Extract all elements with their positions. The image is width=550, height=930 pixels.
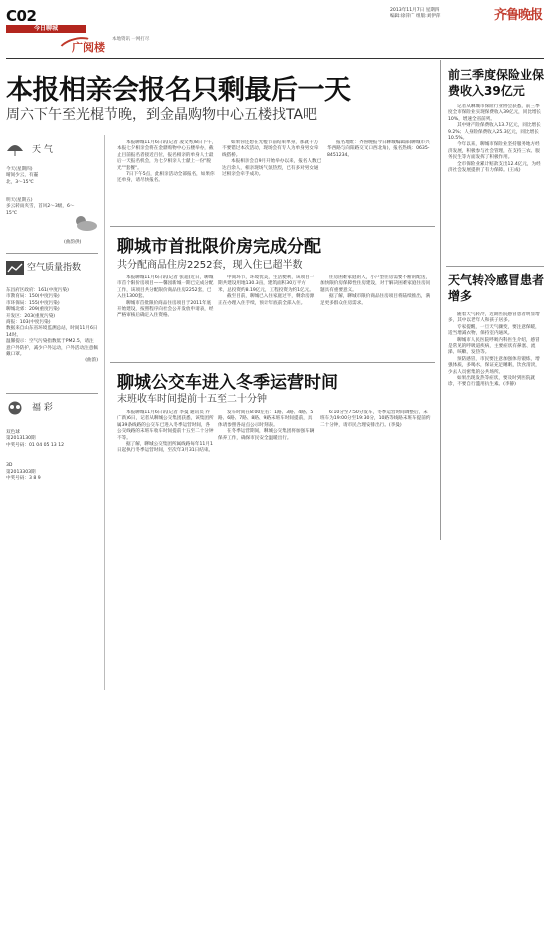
story2-subheadline: 共分配商品住房2252套，现入住已超半数	[117, 260, 303, 271]
right1-paragraph: 全市保险业累计赔款支出12.4亿元，为经济社会发展提供了有力保障。(王成)	[448, 161, 541, 174]
story3-paragraph: 本报聊城11月6日讯(记者 李曼 通讯员 乔广新)6日，记者从聊城公交集团获悉，该集团所属39条线路的公交车已进入冬季运营时间，各公交线路的末班车收车时间提前十五至二十分钟不等。	[117, 410, 214, 441]
air-quality-list	[6, 288, 98, 365]
weather-credit: (曲韵供)	[64, 240, 82, 245]
lottery-list	[6, 430, 98, 482]
story2-paragraph: 截至目前，聊城已入住家庭过半，剩余房源正在办理入住手续，预计年底前全部入住。	[218, 294, 315, 306]
lottery-heading	[6, 400, 53, 415]
editor-line: 编辑:徐萍广 组版:刘伊萍	[390, 14, 441, 19]
cloud-sun-icon	[72, 214, 98, 232]
lead-paragraph: 7日下午5点，此相亲活动全部报名，如果你还单身，请尽快报名。	[117, 172, 215, 184]
column-name: 广阅楼	[72, 41, 105, 54]
weather-tomorrow: 明天(星期五) 多云转雨夹雪，首风2～3级，6～15℃	[6, 198, 75, 216]
right-story2-body	[448, 312, 544, 522]
weather-heading	[6, 142, 53, 157]
lead-body-col3	[327, 140, 432, 220]
date-line: 2013年11月7日 星期四	[390, 8, 440, 13]
lottery-line: 中奖号码：01 04 05 13 12	[6, 442, 65, 448]
aq-line: 市教育局：150(中度污染)	[6, 294, 60, 300]
lottery-line: 双色球	[6, 430, 20, 435]
story2-paragraph: 住房困难家庭的人，小户型住房需要不断的配送，加快限价房保障性住房建设，对于解决困难家庭住房问题具有重要意义。	[320, 275, 431, 293]
weather-heading-text: 天 气	[32, 145, 53, 155]
right1-paragraph: 记者从聊城市保险行业协会获悉，前三季度全市保险业实现保费收入39亿元，同比增长10%，增速全省前列。	[448, 104, 542, 122]
story2-headline: 聊城市首批限价房完成分配	[117, 237, 321, 257]
right1-paragraph: 今年以来，聊城市保险业坚持服务地方经济发展，积极参与社会管理，在支持三农、服务民生等方面发挥了积极作用。	[448, 142, 540, 161]
lottery-line: 3D	[6, 463, 13, 469]
lottery-heading-text: 福 彩	[32, 403, 53, 413]
chart-line-icon	[6, 261, 24, 275]
column-badge	[58, 34, 178, 56]
page-number: C02	[6, 7, 37, 25]
right2-paragraph: 聊城市人民医院呼吸内科医生介绍，感冒是常见的呼吸道疾病，主要症状有鼻塞、流涕、咳嗽、发热等。	[448, 337, 540, 356]
story2-col1	[117, 275, 214, 360]
right1-paragraph: 其中财产险保费收入13.7亿元，同比增长9.2%；人身险保费收入25.3亿元，同比增长10.5%。	[448, 123, 541, 142]
divider	[6, 393, 98, 394]
lottery-line: 第2013130期	[6, 436, 36, 442]
story2-paragraph: 聊城市首批限价商品住房项目于2011年底开始建设，按照程序向社会公开发放申请表，经严格审核后确定入住资格。	[117, 300, 214, 319]
story2-col2	[218, 275, 315, 360]
story3-headline: 聊城公交车进入冬季运营时间	[117, 373, 338, 393]
header-rule	[6, 58, 544, 59]
story3-paragraph: 6:10分至7:50分发车，冬季运营时间调整后，末班车为19:00分至19:30分，10路等线路末班车提前约二十分钟，请市民合理安排出行。(李曼)	[320, 410, 431, 428]
air-quality-heading	[6, 260, 81, 275]
column-slogan: 本地资讯 一网打尽	[112, 37, 150, 42]
lead-body-col2	[222, 140, 322, 220]
aq-line: 市环保局：155(中度污染)	[6, 300, 60, 306]
story3-subheadline: 末班收车时间提前十五至二十分钟	[117, 394, 267, 405]
lottery-ball-icon	[6, 401, 24, 415]
story3-col3	[320, 410, 432, 530]
lead-paragraph: 本报聊城11月6日讯(记者 凌文秀)8日下午，本报七夕相亲会将在金鼎购物中心五楼举办，截止目前报名者接近百位，报名相亲的单身人士最后一天报名机会，为七夕相亲人士献上一份"脱光""套餐"。	[117, 140, 217, 171]
story2-paragraph: 本报聊城11月6日讯(记者 张超)近日，聊城市首个限价房项目——馨园新城一期已完成分配工作，该项目共分配限价商品住房2252套，已入住1300套。	[117, 275, 214, 300]
masthead-logo: 齐鲁晚报	[494, 8, 543, 23]
story3-col1	[117, 410, 214, 530]
story2-col3	[320, 275, 432, 360]
aq-line: 开发区：203(重度污染)	[6, 313, 56, 319]
right-story1-headline: 前三季度保险业保费收入39亿元	[448, 68, 545, 98]
right2-paragraph: 专家提醒，一旦天气骤变，要注意保暖，适当增减衣物，保持室内通风。	[448, 324, 540, 337]
header-info	[390, 8, 480, 20]
right-story2-headline: 天气转冷感冒患者增多	[448, 273, 545, 303]
story2-paragraph: 据了解，聊城市限价商品住房项目将陆续推出，满足更多群众住房需求。	[320, 294, 431, 306]
divider	[110, 226, 435, 227]
lead-subheadline: 周六下午至光棍节晚，到金晶购物中心五楼找TA吧	[6, 107, 318, 123]
divider	[6, 253, 98, 254]
section-name: 今日聊城	[33, 25, 58, 32]
right2-paragraph: 如果出现发热等症状，要及时到医院就诊，不要自行滥用抗生素。(李静)	[448, 376, 536, 388]
air-quality-heading-text: 空气质量指数	[27, 263, 82, 273]
lottery-line: 第2013303期	[6, 469, 36, 475]
story3-col2	[218, 410, 315, 530]
lottery-line: 中奖号码：3 8 9	[6, 476, 41, 482]
divider	[110, 362, 435, 363]
right-story1-body	[448, 104, 544, 264]
right2-paragraph: 随着天气转冷，近期医院感冒患者明显增多，其中以老年人和孩子居多。	[448, 312, 540, 324]
aq-credit: (曲韵)	[85, 358, 98, 364]
story3-paragraph: 据了解，聊城公交集团所属线路每年11月1日起执行冬季运营时间，至次年3月31日结束。	[117, 442, 214, 454]
aq-line: 数据来自山东省环境监测总站，时间11月6日14时。	[6, 326, 98, 338]
aq-line: 东昌府区政府：161(中度污染)	[6, 288, 69, 293]
lead-body-col1	[117, 140, 217, 220]
right2-paragraph: 预防感冒，市民要注意加强体育锻炼，增强体质，多喝水，保证充足睡眠，饮食清淡，少去人员密集的公共场所。	[448, 356, 540, 375]
aq-line: 温馨提示：空气污染指数低于PM2.5，请注意户外防护，减少户外运动，户外活动注意佩戴口罩。	[6, 339, 98, 358]
section-strip	[6, 25, 86, 33]
lead-headline: 本报相亲会报名只剩最后一天	[6, 75, 351, 106]
lead-paragraph: 报名地址：齐鲁晚报今日聊城编辑部(聊城市兴华西路与向阳路交叉口西北角)，报名热线：0635-8451234。	[327, 140, 430, 158]
story2-paragraph: 中间环节，环境优美，生活便利，该项目一期共建设用地130.3亩，建筑面积30万平方米，总投资约8.19亿元，工程投资为约1亿元。	[218, 275, 315, 293]
divider	[446, 266, 544, 267]
story3-paragraph: 在冬季运营期间，聊城公交集团将加强车辆保养工作，确保市民安全温暖出行。	[218, 429, 315, 441]
story3-paragraph: 发车时间在8:00左右：1路、3路、4路、5路、6路、7路、8路、9路末班车时间提前，具体请参照各站点公示时刻表。	[218, 410, 314, 428]
lead-paragraph: 如果你还想在光棍节前结束单身，那就千万不要错过本次活动，现场会有专人为单身男女牵线搭桥。	[222, 140, 319, 158]
umbrella-icon	[6, 143, 24, 157]
aq-line: 聊城北郊：209(重度污染)	[6, 307, 60, 313]
right-column-rule	[440, 60, 441, 540]
aq-line: 商报：103(中度污染)	[6, 320, 51, 326]
lead-paragraph: 本报相亲会自9月开始举办以来，报名人数已达百余人，相亲现场气氛热烈，已有多对男女通过相亲会牵手成功。	[222, 159, 322, 178]
sidebar-rule	[104, 135, 105, 690]
weather-today: 今天(星期四) 晴间少云，有霾 北，3～15℃	[6, 167, 39, 185]
